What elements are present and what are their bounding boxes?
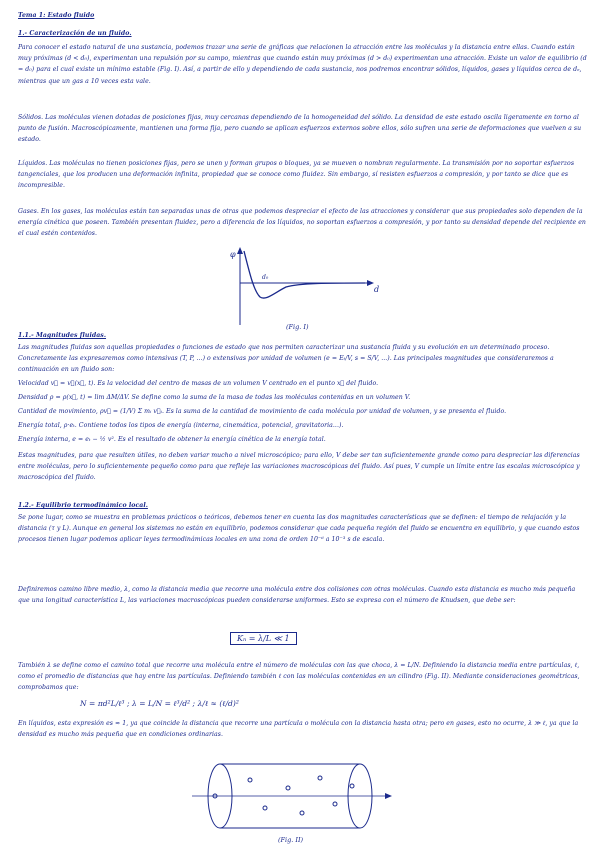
mean-free-path-formula: N = πd²L/ℓ³ ; λ = L/N = ℓ³/d² ; λ/ℓ ≈ (ℓ/d)² bbox=[80, 699, 239, 708]
section-1-2-paragraph-2: Definiremos camino libre medio, λ, como la distancia media que recorre una molécula entre dos colisiones con otras moléculas. Cuando esta distancia es mucho más pequeña que una longitud característica L, las variaciones macroscópicas pueden considerarse uniformes. Esto se expresa con el número de Knudsen, que debe ser: bbox=[18, 586, 576, 605]
knudsen-box: Kₙ = λ/L ≪ 1 bbox=[230, 634, 297, 643]
solids-paragraph: Sólidos. Las moléculas vienen dotadas de posiciones fijas, muy cercanas dependiendo de la homogeneidad del sólido. La densidad de este estado oscila ligeramente en torno al punto de fusión. Macroscópicamente, mantienen una forma fija, pero cuando se aplican esfuerzos externos sobre ellos, sólo sufren una serie de deformaciones que vuelven a su estado. bbox=[18, 114, 582, 144]
bullet-momentum: Cantidad de movimiento, ρv⃗ = (1/V) Σ mᵢ v⃗ᵢ. Es la suma de la cantidad de movimiento de cada molécula por unidad de volumen, y se presenta el fluido. bbox=[18, 408, 507, 415]
section-1-2-paragraph-4: En líquidos, esta expresión es ≈ 1, ya que coincide la distancia que recorre una partícula o molécula con la distancia hasta otra; pero en gases, esto no ocurre, λ ≫ ℓ, ya que la densidad es mucho más pequeña que en condiciones ordinarias. bbox=[18, 720, 579, 739]
fig2-caption: (Fig. II) bbox=[278, 836, 304, 844]
bullet-total-energy: Energía total, ρ·eₜ. Contiene todos los tipos de energía (interna, cinemática, potencial, gravitatoria...). bbox=[18, 422, 344, 429]
section-1-1-heading: 1.1.- Magnitudes fluidas. bbox=[18, 332, 107, 339]
section-1-2-paragraph-3: También λ se define como el camino total que recorre una molécula entre el número de moléculas con las que choca, λ = L/N. Definiendo la distancia media entre partículas, ℓ, como el promedio de distancias que hay entre las partículas. Definiendo también ℓ con las moléculas contenidas en un cilindro (Fig. II). Mediante consideraciones geométricas, comprobamos que: bbox=[18, 662, 580, 692]
bullet-internal-energy: Energía interna, e = eₜ − ½ v². Es el resultado de obtener la energía cinética de la energía total. bbox=[18, 436, 326, 443]
section-1-2-heading: 1.2.- Equilibrio termodinámico local. bbox=[18, 502, 148, 509]
fig1-d-label: d bbox=[374, 285, 380, 294]
bullet-velocity: Velocidad v⃗ = v⃗(x⃗, t). Es la velocidad del centro de masas de un volumen V centrado en el punto x⃗ del fluido. bbox=[18, 380, 379, 387]
gases-paragraph: Gases. En los gases, las moléculas están tan separadas unas de otras que podemos despreciar el efecto de las atracciones y considerar que sus propiedades solo dependen de la energía cinética que poseen. También presentan fluidez, pero a diferencia de los líquidos, no soportan esfuerzos a compresión, y por tanto su densidad depende del recipiente en el cual estén contenidos. bbox=[18, 208, 586, 238]
section-1-1-paragraph: Las magnitudes fluidas son aquellas propiedades o funciones de estado que nos permiten caracterizar una sustancia fluida y su evolución en un determinado proceso. Concretamente las expresaremos como intensivas (T, P, ...) o extensivas por unidad de volumen (e = Eₜ/V, s = S/V, ...). Las principales magnitudes que consideraremos a continuación en un fluido son: bbox=[18, 344, 554, 374]
figure-1-potential-curve bbox=[220, 245, 380, 335]
fig1-phi-label: φ bbox=[230, 250, 236, 259]
section-1-heading: 1.- Caracterización de un fluido. bbox=[18, 30, 132, 37]
fig1-d0-label: d₀ bbox=[262, 274, 269, 281]
section-1-1-paragraph-2: Estas magnitudes, para que resulten útiles, no deben variar mucho a nivel microscópico; para ello, V debe ser tan suficientemente grande como para despreciar las diferencias entre moléculas, pero lo suficientemente pequeño como para que refleje las variaciones macroscópicas del fluido. Así pues, V cumple un límite entre las escalas microscópica y macroscópica del fluido. bbox=[18, 452, 580, 482]
section-1-2-paragraph: Se pone lugar, como se muestra en problemas prácticos o teóricos, debemos tener en cuenta las dos magnitudes características que se definen: el tiempo de relajación y la distancia (τ y L). Aunque en general los sistemas no están en equilibrio, podemos considerar que cada pequeña región del fluido se encuentra en equilibrio, y que cuando estos procesos tienen lugar podemos aplicar leyes termodinámicas locales en una zona de orden 10⁻⁶ a 10⁻³ s de escala. bbox=[18, 514, 580, 544]
liquids-paragraph: Líquidos. Las moléculas no tienen posiciones fijas, pero se unen y forman grupos o bloques, ya se mueven o nombran regularmente. La transmisión por no soportar esfuerzos tangenciales, que los producen una deformación infinita, propiedad que se conoce como fluidez. Sin embargo, sí resisten esfuerzos a compresión, y por tanto se dice que es incompresible. bbox=[18, 160, 575, 190]
bullet-density: Densidad ρ = ρ(x⃗, t) = lim ΔM/ΔV. Se define como la suma de la masa de todas las moléculas contenidas en un volumen V. bbox=[18, 394, 411, 401]
fig1-caption: (Fig. I) bbox=[286, 323, 309, 331]
figure-2-cylinder bbox=[190, 758, 410, 846]
page-title: Tema 1: Estado fluido bbox=[18, 12, 95, 19]
section-1-paragraph: Para conocer el estado natural de una sustancia, podemos trazar una serie de gráficas que relacionen la atracción entre las moléculas y la distancia entre ellas. Cuando están muy próximas (d < d₀), experimentan una repulsión por su campo, mientras que cuando están muy próximas (d > d₀) experimentan una atracción. Existe un valor de equilibrio (d = d₀) para el cual existe un mínimo estable (Fig. I). Así, a partir de ello y dependiendo de cada sustancia, nos podremos encontrar sólidos, líquidos, gases y líquidos cerca de dₑ, mientras que un gas a 10 veces esta vale. bbox=[18, 44, 587, 85]
